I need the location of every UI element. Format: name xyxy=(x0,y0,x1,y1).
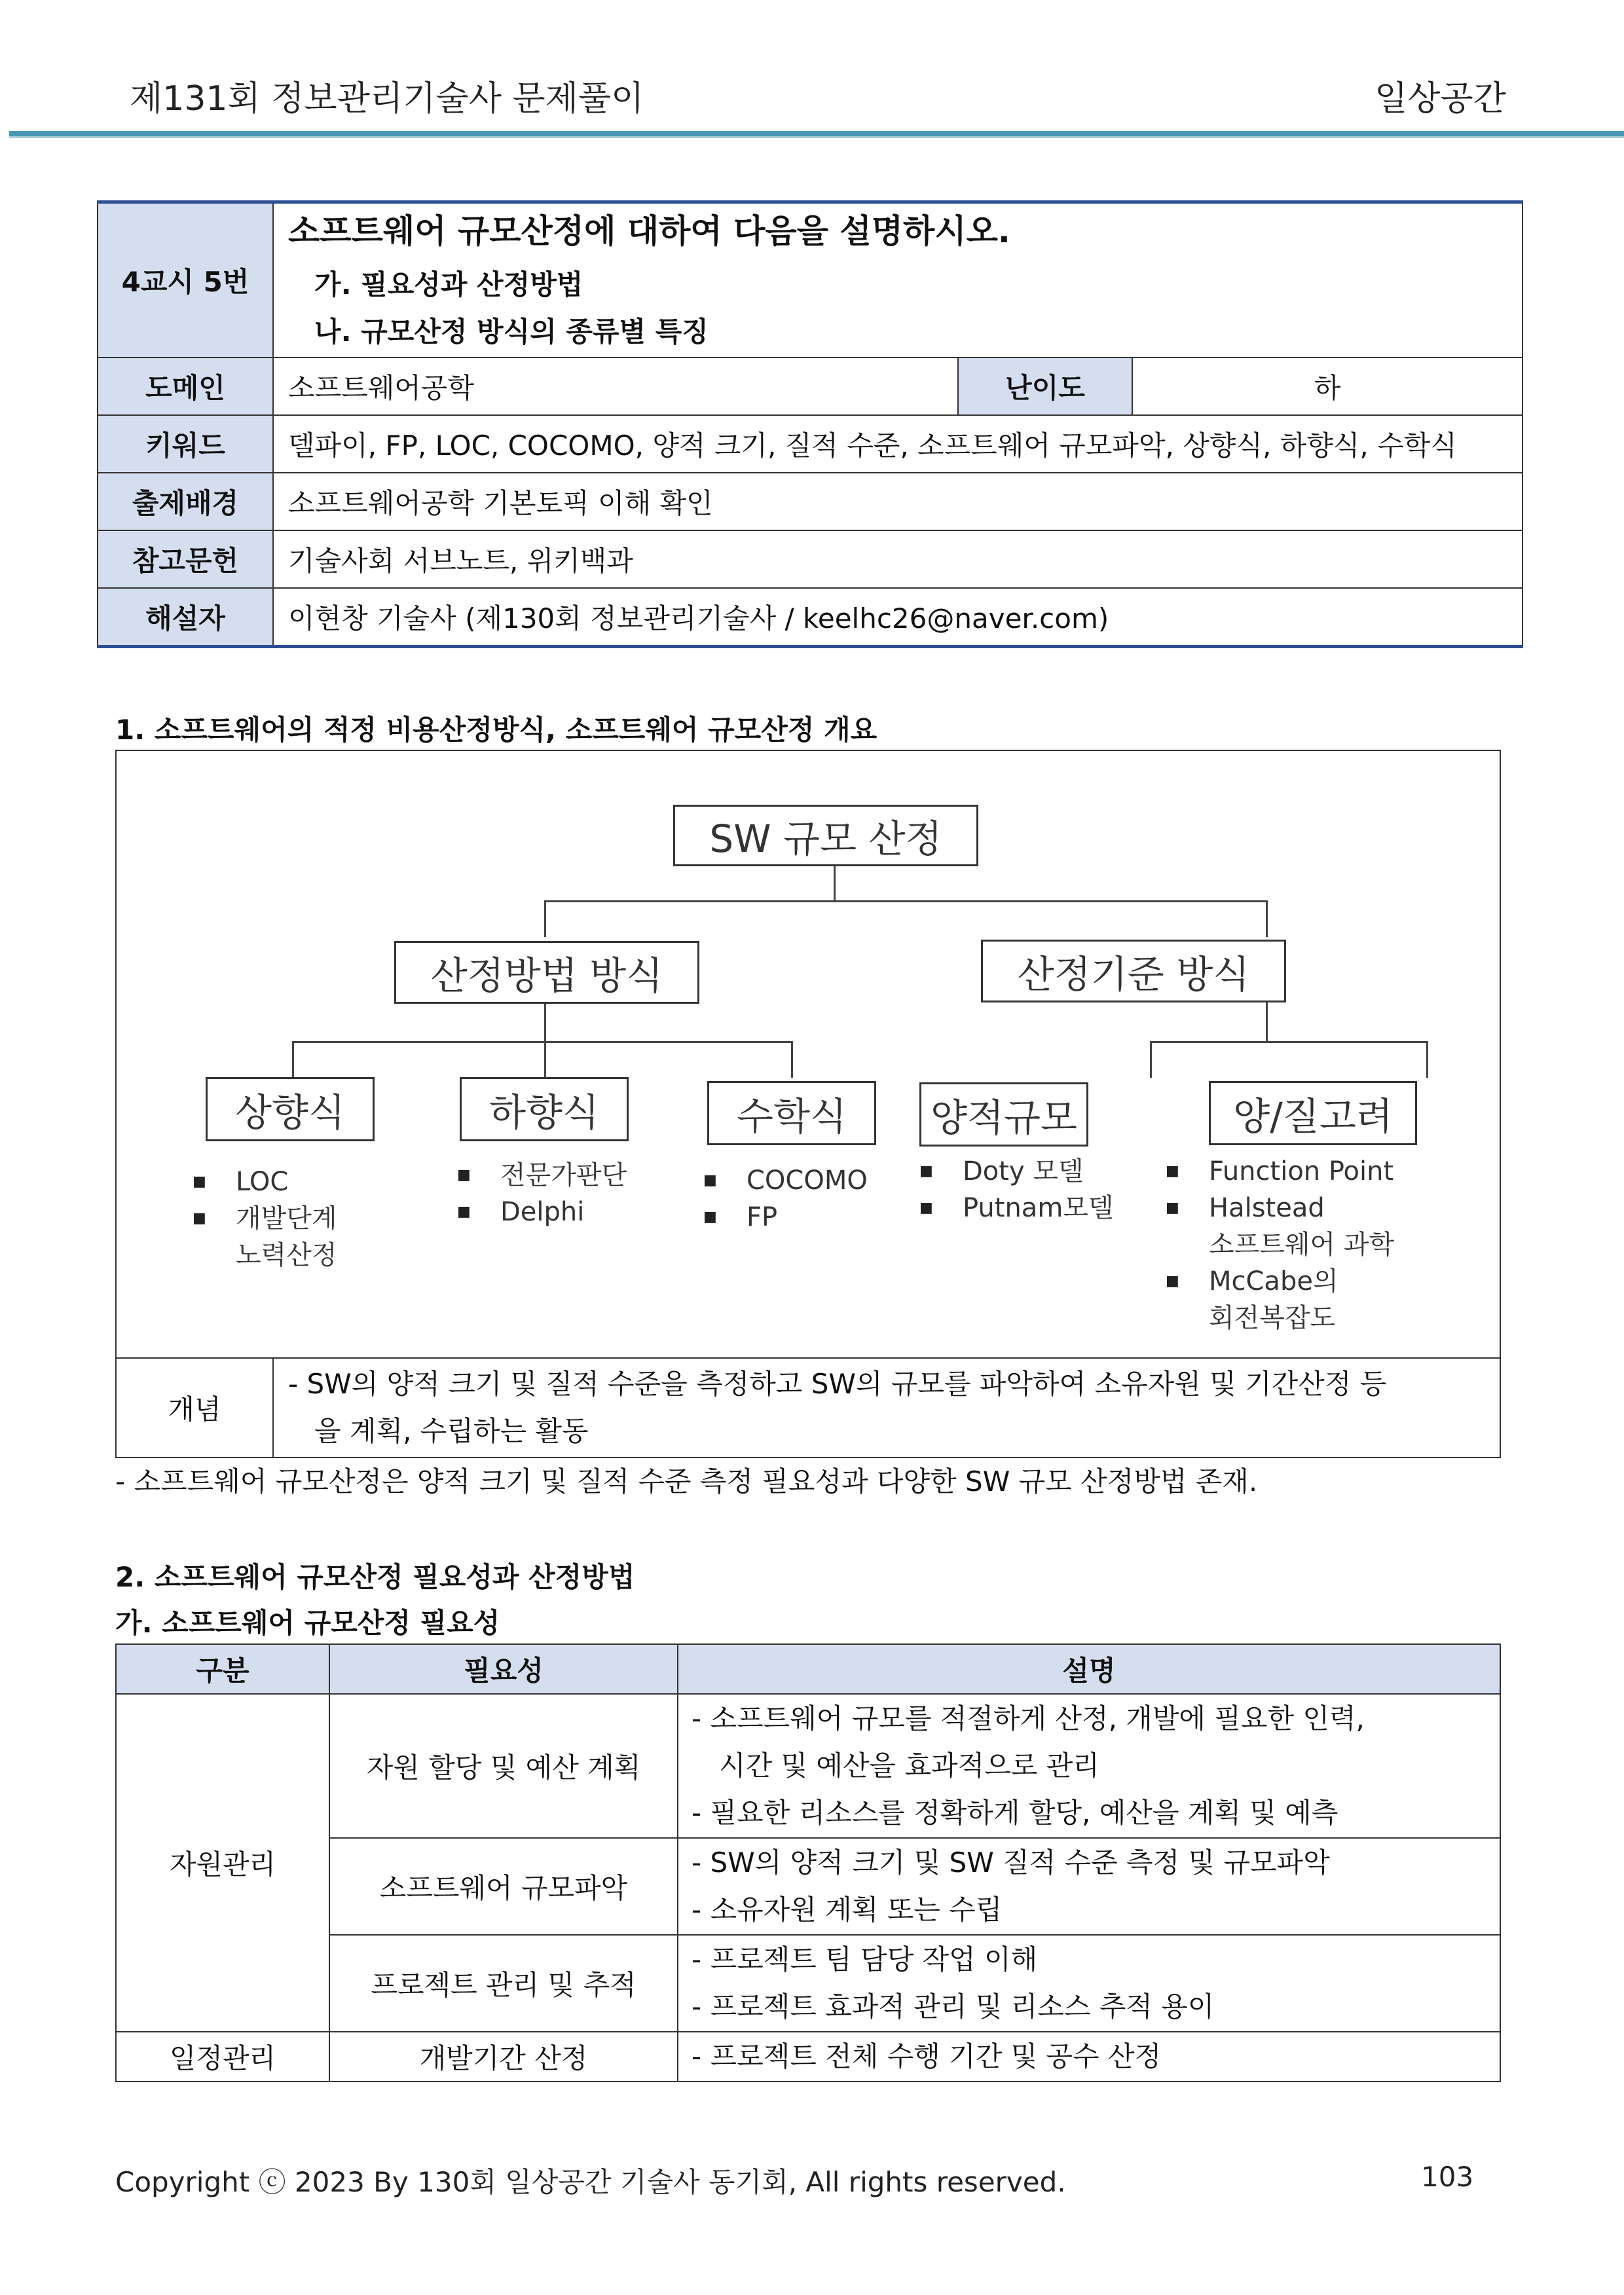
header-divider xyxy=(9,131,1624,138)
question-cell xyxy=(273,202,1522,358)
left-bar xyxy=(292,1041,791,1043)
root-box: SW 규모 산정 xyxy=(673,805,978,866)
left-drop xyxy=(544,900,546,937)
right-drop xyxy=(1266,900,1268,937)
col-category: 구분 xyxy=(116,1644,329,1694)
right-bar xyxy=(1150,1041,1428,1043)
root-stem xyxy=(834,861,836,902)
method-box: 산정방법 방식 xyxy=(394,941,699,1004)
right-drop-2 xyxy=(1426,1041,1428,1078)
document-header-title: 제131회 정보관리기술사 문제풀이 xyxy=(130,79,644,119)
list-item: ■ Doty 모델 xyxy=(919,1153,1114,1190)
desc-line: - 프로젝트 팀 담당 작업 이해 xyxy=(692,1943,1038,1975)
description-cell xyxy=(678,1838,1500,1935)
list-item: ■ 개발단계 노력산정 xyxy=(193,1200,337,1274)
description-cell xyxy=(678,2032,1500,2082)
background-value: 소프트웨어공학 기본토픽 이해 확인 xyxy=(273,473,1522,530)
top-down-list xyxy=(457,1157,627,1230)
necessity-cell: 프로젝트 관리 및 추적 xyxy=(329,1935,678,2032)
footer-copyright: Copyright ⓒ 2023 By 130회 일상공간 기술사 동기회, All rights reserved. xyxy=(115,2166,1066,2198)
left-drop-1 xyxy=(292,1041,294,1078)
desc-line: - 필요한 리소스를 정확하게 할당, 예산을 계획 및 예측 xyxy=(692,1797,1338,1829)
author-label: 해설자 xyxy=(98,588,273,647)
left-stem xyxy=(544,1002,546,1029)
quantitative-box: 양적규모 xyxy=(919,1082,1088,1147)
necessity-cell: 개발기간 산정 xyxy=(329,2032,678,2082)
quantitative-list xyxy=(919,1153,1114,1226)
table-row xyxy=(116,2032,1500,2082)
category-schedule: 일정관리 xyxy=(116,2032,329,2082)
list-item: ■ McCabe의 회전복잡도 xyxy=(1166,1263,1394,1336)
bottom-up-list xyxy=(193,1164,337,1274)
left-drop-2 xyxy=(544,1029,546,1078)
concept-line-2: 을 계획, 수립하는 활동 xyxy=(314,1415,589,1447)
math-box: 수학식 xyxy=(707,1081,876,1145)
keyword-value: 델파이, FP, LOC, COCOMO, 양적 크기, 질적 수준, 소프트웨어 규모파악, 상향식, 하향식, 수학식 xyxy=(273,415,1522,473)
description-cell xyxy=(678,1935,1500,2032)
list-item: ■ COCOMO xyxy=(703,1162,868,1199)
difficulty-value: 하 xyxy=(1132,358,1522,415)
section1-note: - 소프트웨어 규모산정은 양적 크기 및 질적 수준 측정 필요성과 다양한 SW 규모 산정방법 존재. xyxy=(115,1465,1258,1497)
keyword-label: 키워드 xyxy=(98,415,273,473)
desc-line: - 소유자원 계획 또는 수립 xyxy=(692,1894,1003,1926)
concept-label: 개념 xyxy=(116,1358,273,1458)
right-stem xyxy=(1266,1002,1268,1042)
list-item: ■ Putnam모델 xyxy=(919,1190,1114,1226)
page-number: 103 xyxy=(1421,2161,1474,2193)
desc-line: - 프로젝트 전체 수행 기간 및 공수 산정 xyxy=(692,2040,1162,2072)
desc-line: - 프로젝트 효과적 관리 및 리소스 추적 용이 xyxy=(692,1991,1215,2023)
concept-line-1: - SW의 양적 크기 및 질적 수준을 측정하고 SW의 규모를 파악하여 소유자원 및 기간산정 등 xyxy=(288,1368,1387,1400)
size-estimation-diagram xyxy=(115,750,1501,1359)
root-bar xyxy=(544,900,1268,902)
qual-quant-box: 양/질고려 xyxy=(1209,1081,1417,1145)
left-drop-3 xyxy=(791,1041,793,1078)
session-label: 4교시 5번 xyxy=(98,202,273,358)
math-list xyxy=(703,1162,868,1236)
reference-value: 기술사회 서브노트, 위키백과 xyxy=(273,530,1522,588)
section1-heading: 1. 소프트웨어의 적정 비용산정방식, 소프트웨어 규모산정 개요 xyxy=(115,714,877,746)
question-sub-a: 가. 필요성과 산정방법 xyxy=(314,268,583,301)
difficulty-label: 난이도 xyxy=(958,358,1132,415)
qual-quant-list xyxy=(1166,1153,1394,1336)
col-necessity: 필요성 xyxy=(329,1644,678,1694)
section2-heading: 2. 소프트웨어 규모산정 필요성과 산정방법 xyxy=(115,1561,635,1593)
domain-label: 도메인 xyxy=(98,358,273,415)
bottom-up-box: 상향식 xyxy=(206,1077,375,1141)
reference-label: 참고문헌 xyxy=(98,530,273,588)
list-item: ■ Delphi xyxy=(457,1194,627,1230)
list-item: ■ 전문가판단 xyxy=(457,1157,627,1194)
list-item: ■ Halstead 소프트웨어 과학 xyxy=(1166,1190,1394,1263)
desc-line: 시간 및 예산을 효과적으로 관리 xyxy=(719,1750,1099,1782)
section2-subheading: 가. 소프트웨어 규모산정 필요성 xyxy=(115,1607,500,1639)
desc-line: - SW의 양적 크기 및 SW 질적 수준 측정 및 규모파악 xyxy=(692,1846,1330,1879)
top-down-box: 하향식 xyxy=(460,1077,629,1141)
document-header-brand: 일상공간 xyxy=(1375,79,1506,119)
category-resource: 자원관리 xyxy=(116,1694,329,2032)
desc-line: - 소프트웨어 규모를 적절하게 산정, 개발에 필요한 인력, xyxy=(692,1702,1365,1735)
question-sub-b: 나. 규모산정 방식의 종류별 특징 xyxy=(314,316,709,348)
necessity-cell: 소프트웨어 규모파악 xyxy=(329,1838,678,1935)
author-value: 이현창 기술사 (제130회 정보관리기술사 / keelhc26@naver.com) xyxy=(273,588,1522,647)
background-label: 출제배경 xyxy=(98,473,273,530)
criteria-box: 산정기준 방식 xyxy=(981,940,1286,1002)
description-cell xyxy=(678,1694,1500,1838)
necessity-cell: 자원 할당 및 예산 계획 xyxy=(329,1694,678,1838)
list-item: ■ Function Point xyxy=(1166,1153,1394,1190)
right-drop-1 xyxy=(1150,1041,1152,1078)
col-description: 설명 xyxy=(678,1644,1500,1694)
concept-text xyxy=(273,1358,1500,1458)
question-info-table xyxy=(97,200,1523,648)
list-item: ■ LOC xyxy=(193,1164,337,1200)
table-row xyxy=(116,1694,1500,1838)
necessity-table xyxy=(115,1643,1501,2082)
domain-value: 소프트웨어공학 xyxy=(273,358,958,415)
list-item: ■ FP xyxy=(703,1199,868,1236)
concept-table xyxy=(115,1357,1501,1458)
question-title: 소프트웨어 규모산정에 대하여 다음을 설명하시오. xyxy=(288,212,1010,250)
